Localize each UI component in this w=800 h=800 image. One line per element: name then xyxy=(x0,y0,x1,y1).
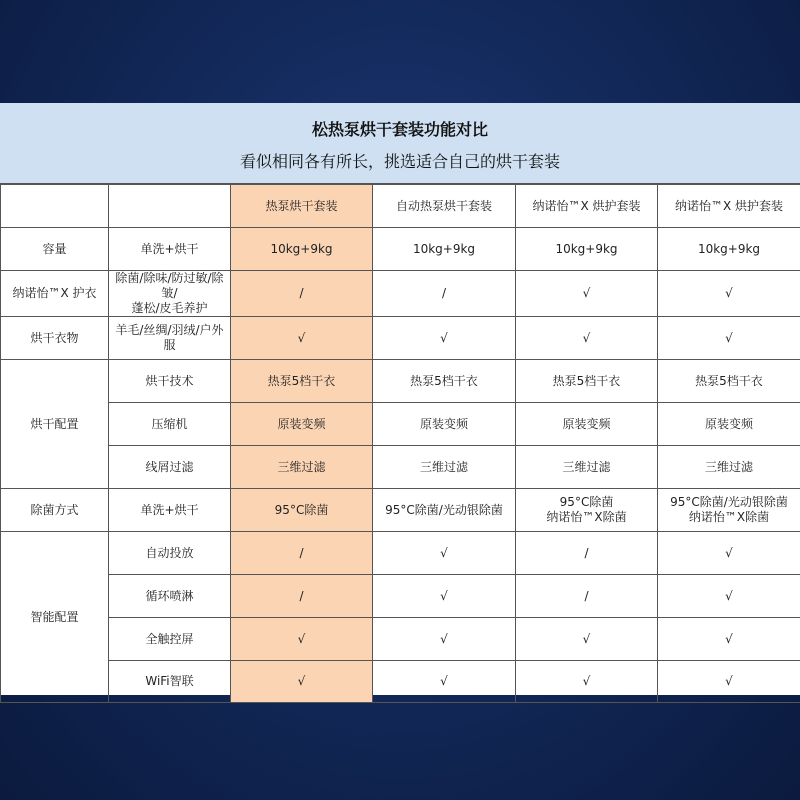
row-subcategory: 单洗+烘干 xyxy=(109,228,231,271)
cell-value: 三维过滤 xyxy=(231,446,373,489)
empty-cell xyxy=(109,185,231,228)
cell-value: √ xyxy=(658,575,800,618)
cell-value: √ xyxy=(658,618,800,661)
row-subcategory: 线屑过滤 xyxy=(109,446,231,489)
row-subcategory: 自动投放 xyxy=(109,532,231,575)
table-row xyxy=(1,661,800,703)
cell-value: 95°C除菌 xyxy=(231,489,373,532)
cell-line: 95°C除菌 xyxy=(559,495,614,509)
row-subcategory xyxy=(109,271,231,317)
cell-line: 纳诺怡™X除菌 xyxy=(546,510,627,524)
cell-value: / xyxy=(516,532,658,575)
table-row xyxy=(1,317,800,360)
cell-value: √ xyxy=(231,661,373,703)
cell-value: 三维过滤 xyxy=(516,446,658,489)
row-category: 除菌方式 xyxy=(1,489,109,532)
page-title: 松热泵烘干套装功能对比 xyxy=(311,120,488,139)
subcategory-line: 蓬松/皮毛养护 xyxy=(131,301,208,315)
cell-value: √ xyxy=(373,575,516,618)
cell-value: / xyxy=(231,532,373,575)
cell-value: 热泵5档干衣 xyxy=(373,360,516,403)
cell-value: 热泵5档干衣 xyxy=(516,360,658,403)
cell-value: √ xyxy=(373,317,516,360)
cell-value: √ xyxy=(231,618,373,661)
column-header-1: 热泵烘干套装 xyxy=(231,185,373,228)
row-category: 容量 xyxy=(1,228,109,271)
cell-value: 10kg+9kg xyxy=(658,228,800,271)
cell-value: 原装变频 xyxy=(231,403,373,446)
cell-value: 热泵5档干衣 xyxy=(658,360,800,403)
table-row xyxy=(1,360,800,403)
cell-value: 原装变频 xyxy=(516,403,658,446)
cell-value: √ xyxy=(516,618,658,661)
cell-value: √ xyxy=(658,271,800,317)
cell-value: / xyxy=(231,271,373,317)
cell-value: √ xyxy=(373,661,516,703)
table-header xyxy=(0,103,800,184)
cell-value: 三维过滤 xyxy=(658,446,800,489)
row-subcategory: 全触控屏 xyxy=(109,618,231,661)
row-category: 烘干配置 xyxy=(1,360,109,489)
cell-value: 原装变频 xyxy=(658,403,800,446)
table-row xyxy=(1,618,800,661)
table-row xyxy=(1,228,800,271)
column-header-4: 纳诺怡™X 烘护套装 xyxy=(658,185,800,228)
column-header-2: 自动热泵烘干套装 xyxy=(373,185,516,228)
row-subcategory: 烘干技术 xyxy=(109,360,231,403)
table-row xyxy=(1,271,800,317)
cell-value: √ xyxy=(231,317,373,360)
comparison-panel xyxy=(0,103,800,695)
cell-value: √ xyxy=(516,271,658,317)
cell-value: / xyxy=(516,575,658,618)
cell-value: 10kg+9kg xyxy=(373,228,516,271)
row-subcategory: 单洗+烘干 xyxy=(109,489,231,532)
row-subcategory: 羊毛/丝绸/羽绒/户外服 xyxy=(109,317,231,360)
cell-value xyxy=(516,489,658,532)
table-row xyxy=(1,446,800,489)
column-header-3: 纳诺怡™X 烘护套装 xyxy=(516,185,658,228)
cell-value: 热泵5档干衣 xyxy=(231,360,373,403)
cell-value: / xyxy=(231,575,373,618)
cell-value: √ xyxy=(373,532,516,575)
cell-value: √ xyxy=(516,661,658,703)
row-category: 纳诺怡™X 护衣 xyxy=(1,271,109,317)
cell-value: √ xyxy=(658,661,800,703)
cell-value: √ xyxy=(373,618,516,661)
table-row xyxy=(1,185,800,228)
table-row xyxy=(1,489,800,532)
cell-value: 95°C除菌/光动银除菌 xyxy=(373,489,516,532)
cell-value xyxy=(658,489,800,532)
table-row xyxy=(1,575,800,618)
row-category: 烘干衣物 xyxy=(1,317,109,360)
table-row xyxy=(1,532,800,575)
subcategory-line: 除菌/除味/防过敏/除皱/ xyxy=(115,271,224,300)
empty-cell xyxy=(1,185,109,228)
page-subtitle: 看似相同各有所长，挑选适合自己的烘干套装 xyxy=(239,152,560,171)
cell-value: √ xyxy=(658,317,800,360)
cell-value: 10kg+9kg xyxy=(516,228,658,271)
cell-line: 95°C除菌/光动银除菌 xyxy=(670,495,788,509)
table-row xyxy=(1,403,800,446)
cell-line: 纳诺怡™X除菌 xyxy=(688,510,770,524)
cell-value: / xyxy=(373,271,516,317)
cell-value: 原装变频 xyxy=(373,403,516,446)
cell-value: √ xyxy=(516,317,658,360)
row-category: 智能配置 xyxy=(1,532,109,703)
cell-value: 10kg+9kg xyxy=(231,228,373,271)
cell-value: √ xyxy=(658,532,800,575)
row-subcategory: 循环喷淋 xyxy=(109,575,231,618)
cell-value: 三维过滤 xyxy=(373,446,516,489)
comparison-table xyxy=(0,184,800,703)
row-subcategory: WiFi智联 xyxy=(109,661,231,703)
row-subcategory: 压缩机 xyxy=(109,403,231,446)
